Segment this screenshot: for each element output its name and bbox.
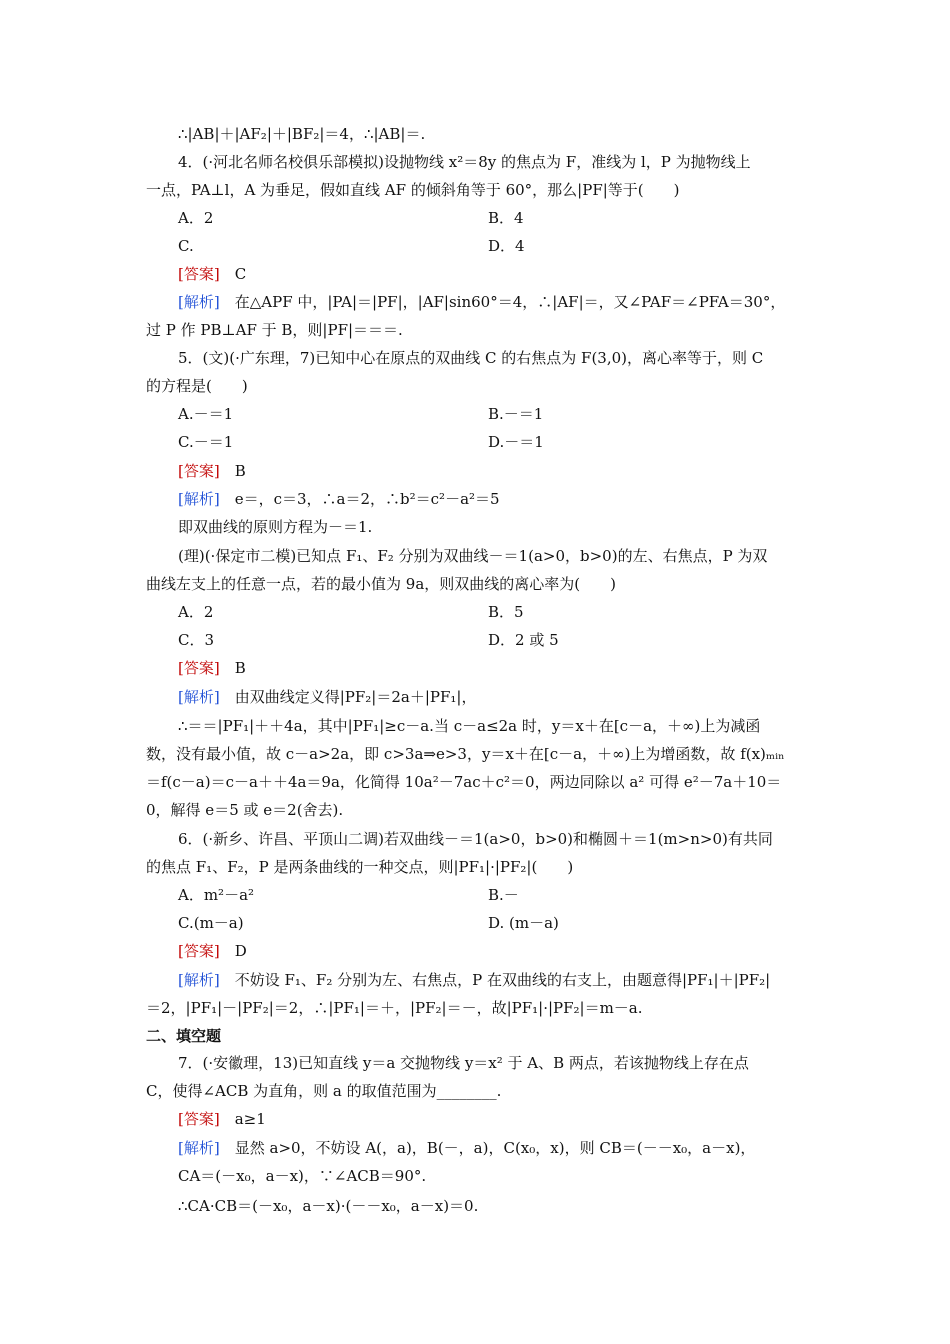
text-line: ＝f(c－a)＝c－a＋＋4a＝9a，化简得 10a²－7ac＋c²＝0，两边同除以 a² 可得 e²－7a＋10＝ <box>146 773 782 791</box>
answer-line <box>178 1109 838 1129</box>
option-a: A．2 <box>178 603 214 621</box>
option-b: B.－＝1 <box>488 405 544 423</box>
question-5b-line-1: (理)(·保定市二模)已知点 F₁、F₂ 分别为双曲线－＝1(a>0，b>0)的左、右焦点，P 为双 <box>178 547 768 565</box>
option-c: C．3 <box>178 631 215 649</box>
text-line: 数，没有最小值，故 c－a>2a，即 c>3a⇒e>3，y＝x＋在[c－a，＋∞)上为增函数，故 f(x)ₘᵢₙ <box>146 745 785 763</box>
answer-value: D <box>234 942 247 960</box>
option-a: A.－＝1 <box>178 405 234 423</box>
text-line: ∴CA·CB＝(－x₀，a－x)·(－－x₀，a－x)＝0. <box>178 1197 479 1215</box>
analysis-tag: [解析] <box>178 293 220 311</box>
option-b: B．4 <box>488 209 524 227</box>
analysis-text: 显然 a>0，不妨设 A(，a)，B(－，a)，C(x₀，x)，则 CB＝(－－x₀，a－x)， <box>234 1139 756 1157</box>
question-5-line-2: 的方程是( ) <box>146 377 248 395</box>
analysis-text: 由双曲线定义得|PF₂|＝2a＋|PF₁|， <box>234 688 477 706</box>
answer-line <box>178 461 838 481</box>
answer-value: a≥1 <box>234 1110 266 1128</box>
analysis-tag: [解析] <box>178 971 220 989</box>
text-line: ∴＝＝|PF₁|＋＋4a，其中|PF₁|≥c－a.当 c－a≤2a 时，y＝x＋在[c－a，＋∞)上为减函 <box>178 717 761 735</box>
option-c: C.(m－a) <box>178 914 244 932</box>
question-5-line-1: 5．(文)(·广东理，7)已知中心在原点的双曲线 C 的右焦点为 F(3,0)，离心率等于，则 C <box>178 349 764 367</box>
analysis-text: 在△APF 中，|PA|＝|PF|，|AF|sin60°＝4，∴|AF|＝，又∠PAF＝∠PFA＝30°， <box>234 293 786 311</box>
answer-tag: [答案] <box>178 659 220 677</box>
option-d: D.－＝1 <box>488 433 544 451</box>
answer-value: B <box>234 462 246 480</box>
text-line: ∴|AB|＋|AF₂|＋|BF₂|＝4，∴|AB|＝. <box>178 125 426 143</box>
text-line: 过 P 作 PB⊥AF 于 B，则|PF|＝＝＝. <box>146 321 403 339</box>
analysis-tag: [解析] <box>178 1139 220 1157</box>
analysis-line <box>178 489 838 509</box>
question-5b-line-2: 曲线左支上的任意一点，若的最小值为 9a，则双曲线的离心率为( ) <box>146 575 616 593</box>
text-line: 0，解得 e＝5 或 e＝2(舍去). <box>146 801 344 819</box>
answer-line <box>178 658 838 678</box>
option-d: D．4 <box>488 237 525 255</box>
answer-tag: [答案] <box>178 1110 220 1128</box>
question-6-line-1: 6．(·新乡、许昌、平顶山二调)若双曲线－＝1(a>0，b>0)和椭圆＋＝1(m>n>0)有共同 <box>178 830 773 848</box>
option-a: A．m²－a² <box>178 886 255 904</box>
question-4-line-1: 4．(·河北名师名校俱乐部模拟)设抛物线 x²＝8y 的焦点为 F，准线为 l，P 为抛物线上 <box>178 153 751 171</box>
answer-line <box>178 941 838 961</box>
question-6-line-2: 的焦点 F₁、F₂，P 是两条曲线的一种交点，则|PF₁|·|PF₂|( ) <box>146 858 574 876</box>
analysis-text: e＝，c＝3，∴a＝2，∴b²＝c²－a²＝5 <box>234 490 500 508</box>
text-line: 即双曲线的原则方程为－＝1. <box>178 518 373 536</box>
question-7-line-1: 7．(·安徽理，13)已知直线 y＝a 交抛物线 y＝x² 于 A、B 两点，若该抛物线上存在点 <box>178 1054 749 1072</box>
text-line: CA＝(－x₀，a－x)，∵∠ACB＝90°. <box>178 1167 427 1185</box>
answer-value: B <box>234 659 246 677</box>
text-line: ＝2，|PF₁|－|PF₂|＝2，∴|PF₁|＝＋，|PF₂|＝－，故|PF₁|·|PF₂|＝m－a. <box>146 999 643 1017</box>
answer-tag: [答案] <box>178 942 220 960</box>
analysis-text: 不妨设 F₁、F₂ 分别为左、右焦点，P 在双曲线的右支上，由题意得|PF₁|＋|PF₂| <box>234 971 771 989</box>
option-b: B．5 <box>488 603 524 621</box>
answer-line <box>178 264 838 284</box>
answer-value: C <box>234 265 247 283</box>
option-b: B.－ <box>488 886 519 904</box>
analysis-tag: [解析] <box>178 490 220 508</box>
analysis-line <box>178 970 838 990</box>
answer-tag: [答案] <box>178 265 220 283</box>
section-heading: 二、填空题 <box>146 1027 222 1045</box>
option-a: A．2 <box>178 209 214 227</box>
option-c: C. <box>178 237 194 255</box>
analysis-line <box>178 687 838 707</box>
analysis-line <box>178 1138 838 1158</box>
option-d: D. (m－a) <box>488 914 559 932</box>
option-c: C.－＝1 <box>178 433 234 451</box>
answer-tag: [答案] <box>178 462 220 480</box>
analysis-line <box>178 292 838 312</box>
question-4-line-2: 一点，PA⊥l，A 为垂足，假如直线 AF 的倾斜角等于 60°，那么|PF|等于( ) <box>146 181 680 199</box>
analysis-tag: [解析] <box>178 688 220 706</box>
question-7-line-2: C，使得∠ACB 为直角，则 a 的取值范围为________. <box>146 1082 502 1100</box>
option-d: D．2 或 5 <box>488 631 559 649</box>
